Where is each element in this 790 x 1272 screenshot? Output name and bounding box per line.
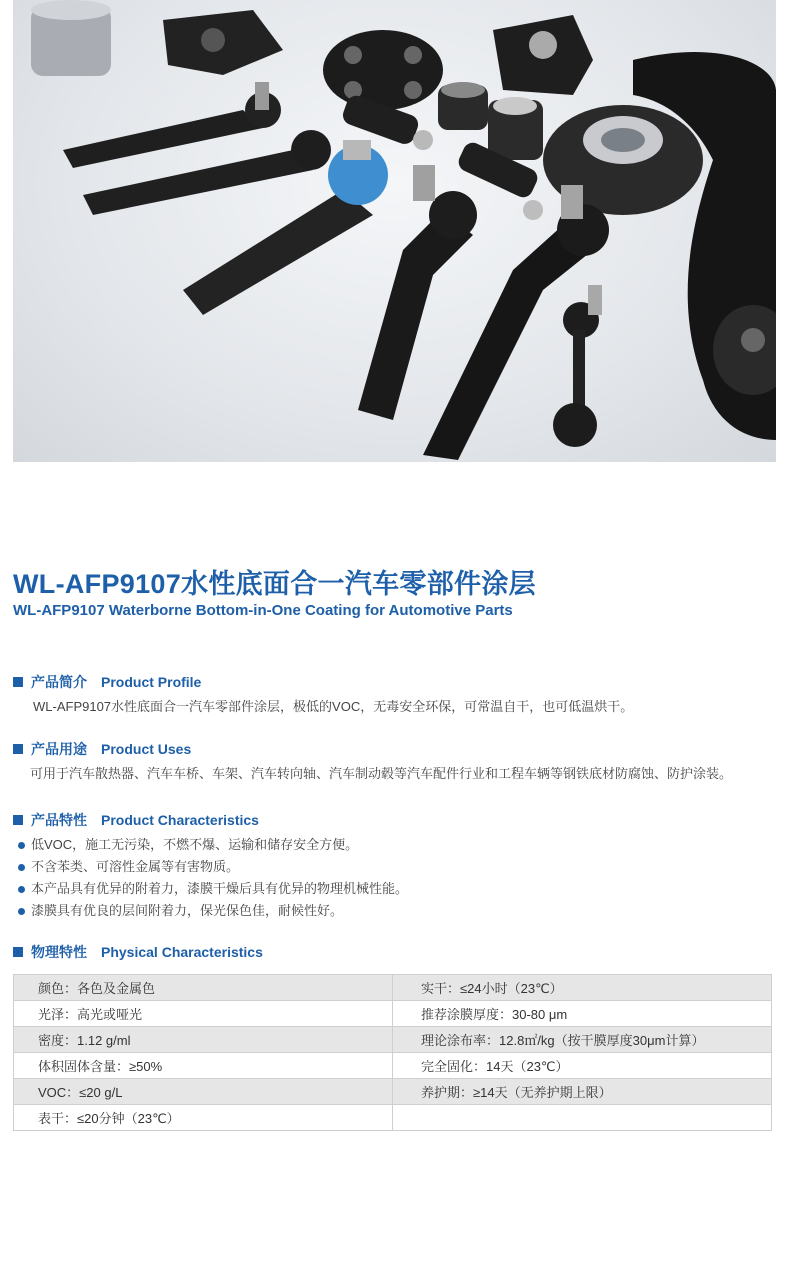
section-heading-cn: 物理特性 <box>31 944 87 960</box>
table-cell: 密度：1.12 g/ml <box>14 1027 393 1053</box>
table-row <box>14 975 772 1001</box>
section-heading-profile <box>13 672 201 692</box>
table-cell: 光泽：高光或哑光 <box>14 1001 393 1027</box>
dot-bullet-icon <box>18 842 25 849</box>
table-cell: VOC：≤20 g/L <box>14 1079 393 1105</box>
part-flex-coupling <box>323 30 443 110</box>
part-stabilizer-link-vertical <box>553 285 602 447</box>
part-engine-mount <box>163 10 283 75</box>
hero-product-photo <box>13 0 776 462</box>
table-row <box>14 1027 772 1053</box>
section-heading-physical <box>13 942 263 962</box>
table-cell: 颜色：各色及金属色 <box>14 975 393 1001</box>
uses-text: 可用于汽车散热器、汽车车桥、车架、汽车转向轴、汽车制动毂等汽车配件行业和工程车辆等钢铁底材防腐蚀、防护涂装。 <box>30 766 733 781</box>
list-item: 本产品具有优异的附着力，漆膜干燥后具有优异的物理机械性能。 <box>18 878 408 900</box>
part-bushing-small <box>438 82 543 160</box>
section-heading-en: Product Uses <box>101 741 192 757</box>
square-bullet-icon <box>13 744 23 754</box>
table-cell: 表干：≤20分钟（23℃） <box>14 1105 393 1131</box>
part-bushing-cylinder <box>31 0 111 76</box>
part-rubber-mount <box>493 15 593 95</box>
section-heading-en: Physical Characteristics <box>101 944 263 960</box>
characteristics-list <box>18 834 408 922</box>
dot-bullet-icon <box>18 886 25 893</box>
table-row <box>14 1079 772 1105</box>
page-title: WL-AFP9107水性底面合一汽车零部件涂层 <box>13 569 536 599</box>
list-item: 低VOC，施工无污染，不燃不爆、运输和储存安全方便。 <box>18 834 408 856</box>
table-cell: 实干：≤24小时（23℃） <box>393 975 772 1001</box>
dot-bullet-icon <box>18 908 25 915</box>
table-row <box>14 1105 772 1131</box>
page-subtitle: WL-AFP9107 Waterborne Bottom-in-One Coating for Automotive Parts <box>13 602 513 619</box>
table-cell: 养护期：≥14天（无养护期上限） <box>393 1079 772 1105</box>
section-heading-en: Product Characteristics <box>101 812 259 828</box>
section-heading-cn: 产品用途 <box>31 741 87 757</box>
square-bullet-icon <box>13 815 23 825</box>
square-bullet-icon <box>13 947 23 957</box>
table-row <box>14 1053 772 1079</box>
table-cell: 理论涂布率：12.8㎡/kg（按干膜厚度30μm计算） <box>393 1027 772 1053</box>
part-tie-rod-1 <box>63 82 281 168</box>
dot-bullet-icon <box>18 864 25 871</box>
section-heading-cn: 产品简介 <box>31 674 87 690</box>
section-heading-en: Product Profile <box>101 674 202 690</box>
list-item: 不含苯类、可溶性金属等有害物质。 <box>18 856 408 878</box>
section-heading-uses <box>13 739 191 759</box>
table-cell <box>393 1105 772 1131</box>
section-heading-cn: 产品特性 <box>31 812 87 828</box>
square-bullet-icon <box>13 677 23 687</box>
list-item: 漆膜具有优良的层间附着力，保光保色佳，耐候性好。 <box>18 900 408 922</box>
physical-properties-table <box>13 974 772 1131</box>
table-cell: 体积固体含量：≥50% <box>14 1053 393 1079</box>
table-row <box>14 1001 772 1027</box>
profile-text: WL-AFP9107水性底面合一汽车零部件涂层，极低的VOC，无毒安全环保，可常温自干，也可低温烘干。 <box>33 699 634 714</box>
section-heading-characteristics <box>13 810 259 830</box>
table-cell: 推荐涂膜厚度：30-80 μm <box>393 1001 772 1027</box>
table-cell: 完全固化：14天（23℃） <box>393 1053 772 1079</box>
